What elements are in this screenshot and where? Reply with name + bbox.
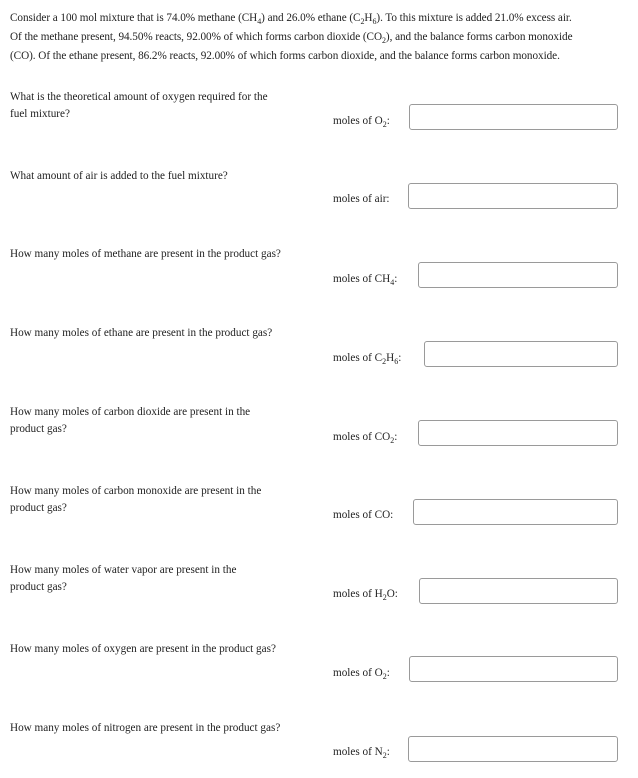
subscript: 4 — [257, 17, 262, 26]
question-oxygen-product — [10, 641, 276, 658]
question-text: product gas? — [10, 502, 67, 514]
question-co2-product — [10, 404, 250, 438]
question-air-added — [10, 168, 228, 185]
question-text: How many moles of oxygen are present in the product gas? — [10, 643, 276, 655]
subscript: 2 — [381, 36, 386, 45]
subscript: 4 — [390, 278, 395, 287]
question-text: How many moles of water vapor are present in the — [10, 564, 237, 576]
question-text: How many moles of methane are present in the product gas? — [10, 248, 281, 260]
answer-label-ch4 — [333, 271, 397, 287]
answer-label-air — [333, 191, 390, 207]
label-text: H — [386, 352, 395, 364]
question-text: product gas? — [10, 423, 67, 435]
label-text: moles of CO — [333, 431, 391, 443]
question-nitrogen-product — [10, 720, 280, 737]
question-text: How many moles of carbon dioxide are present in the — [10, 406, 251, 418]
label-text: O: — [386, 588, 398, 600]
text-segment: H — [364, 12, 373, 24]
moles-air-input[interactable] — [408, 183, 618, 209]
label-text: moles of O — [333, 115, 383, 127]
question-methane-product — [10, 246, 281, 263]
question-text: How many moles of carbon monoxide are present in the — [10, 485, 262, 497]
answer-label-c2h6 — [333, 350, 401, 366]
answer-label-co2 — [333, 429, 397, 445]
moles-co2-input[interactable] — [418, 420, 618, 446]
problem-statement-line-2 — [10, 28, 632, 47]
question-co-product — [10, 483, 261, 517]
label-text: moles of CO: — [333, 509, 394, 521]
text-segment: ), and the balance forms carbon monoxide — [385, 31, 573, 43]
question-ethane-product — [10, 325, 272, 342]
subscript: 2 — [382, 120, 387, 129]
label-text: moles of CH — [333, 273, 391, 285]
moles-o2-product-input[interactable] — [409, 656, 618, 682]
label-text: : — [394, 273, 398, 285]
subscript: 6 — [372, 17, 377, 26]
moles-co-input[interactable] — [413, 499, 618, 525]
problem-statement-line-1 — [10, 9, 632, 28]
label-text: : — [398, 352, 402, 364]
subscript: 2 — [382, 357, 387, 366]
subscript: 2 — [382, 751, 387, 760]
label-text: moles of C — [333, 352, 383, 364]
text-segment: Consider a 100 mol mixture that is 74.0% methane (CH — [10, 12, 258, 24]
moles-c2h6-input[interactable] — [424, 341, 618, 367]
question-water-vapor-product — [10, 562, 236, 596]
answer-label-n2 — [333, 744, 390, 760]
moles-ch4-input[interactable] — [418, 262, 618, 288]
question-text: fuel mixture? — [10, 108, 70, 120]
answer-label-h2o — [333, 586, 398, 602]
label-text: moles of H — [333, 588, 383, 600]
text-segment: ) and 26.0% ethane (C — [261, 12, 361, 24]
problem-statement-line-3: (CO). Of the ethane present, 86.2% reacts, 92.00% of which forms carbon dioxide, and the balance forms carbon monoxide. — [10, 50, 560, 62]
question-text: What amount of air is added to the fuel mixture? — [10, 170, 228, 182]
question-text: How many moles of nitrogen are present in the product gas? — [10, 722, 281, 734]
text-segment: Of the methane present, 94.50% reacts, 92.00% of which forms carbon dioxide (CO — [10, 31, 382, 43]
moles-h2o-input[interactable] — [419, 578, 618, 604]
label-text: moles of N — [333, 746, 383, 758]
moles-n2-input[interactable] — [408, 736, 618, 762]
text-segment: ). To this mixture is added 21.0% excess air. — [376, 12, 572, 24]
problem-statement — [10, 9, 632, 66]
subscript: 6 — [394, 357, 399, 366]
label-text: : — [386, 667, 390, 679]
subscript: 2 — [390, 436, 395, 445]
question-theoretical-oxygen — [10, 89, 268, 123]
label-text: : — [394, 431, 398, 443]
label-text: : — [386, 115, 390, 127]
subscript: 2 — [360, 17, 365, 26]
label-text: moles of O — [333, 667, 383, 679]
question-text: What is the theoretical amount of oxygen required for the — [10, 91, 268, 103]
answer-label-oxygen-theoretical — [333, 113, 390, 129]
answer-label-co — [333, 507, 393, 523]
subscript: 2 — [382, 672, 387, 681]
subscript: 2 — [382, 593, 387, 602]
moles-o2-theoretical-input[interactable] — [409, 104, 618, 130]
label-text: : — [386, 746, 390, 758]
question-text: How many moles of ethane are present in the product gas? — [10, 327, 273, 339]
question-text: product gas? — [10, 581, 67, 593]
label-text: moles of air: — [333, 193, 390, 205]
answer-label-o2-product — [333, 665, 390, 681]
